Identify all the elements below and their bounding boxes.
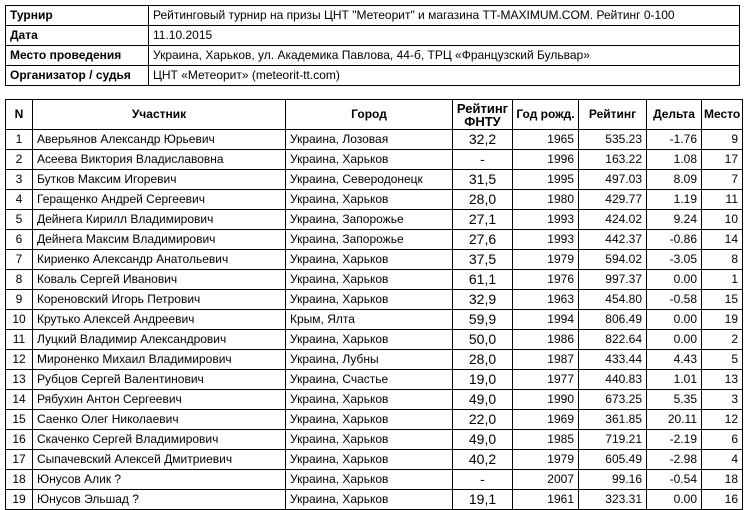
cell-delta: -2.19 [647,430,702,450]
cell-participant: Саенко Олег Николаевич [33,410,286,430]
info-row [6,46,740,66]
cell-rating: 605.49 [579,450,647,470]
cell-city: Украина, Харьков [286,190,453,210]
cell-city: Украина, Северодонецк [286,170,453,190]
cell-rating: 163.22 [579,150,647,170]
col-header-fntu-rating [453,100,513,130]
table-row [6,150,743,170]
cell-delta: -0.86 [647,230,702,250]
col-header-n: N [6,100,33,130]
cell-place: 18 [702,470,743,490]
table-row [6,390,743,410]
cell-birth-year: 1965 [513,130,579,150]
table-row [6,130,743,150]
cell-birth-year: 1979 [513,450,579,470]
cell-delta: 1.08 [647,150,702,170]
table-row [6,310,743,330]
cell-birth-year: 1985 [513,430,579,450]
cell-birth-year: 1963 [513,290,579,310]
cell-rating: 594.02 [579,250,647,270]
cell-fntu-rating: 59,9 [453,310,513,330]
col-header-birth-year: Год рожд. [513,100,579,130]
table-row [6,430,743,450]
cell-fntu-rating: 61,1 [453,270,513,290]
cell-participant: Рубцов Сергей Валентинович [33,370,286,390]
cell-place: 10 [702,210,743,230]
cell-participant: Крутько Алексей Андреевич [33,310,286,330]
cell-participant: Юнусов Алик ? [33,470,286,490]
table-row [6,170,743,190]
table-row [6,230,743,250]
cell-delta: 0.00 [647,490,702,510]
cell-fntu-rating: - [453,470,513,490]
cell-n: 10 [6,310,33,330]
cell-rating: 99.16 [579,470,647,490]
fntu-header-text: Рейтинг ФНТУ [456,100,509,129]
info-row [6,6,740,26]
cell-participant: Сыпачевский Алексей Дмитриевич [33,450,286,470]
info-label: Дата [6,26,149,46]
cell-rating: 719.21 [579,430,647,450]
cell-city: Украина, Лозовая [286,130,453,150]
cell-delta: 0.00 [647,270,702,290]
info-value: Рейтинговый турнир на призы ЦНТ "Метеорит" и магазина TT-MAXIMUM.COM. Рейтинг 0-100 [149,6,740,26]
cell-fntu-rating: 28,0 [453,190,513,210]
cell-fntu-rating: 49,0 [453,390,513,410]
info-row [6,26,740,46]
header-row [6,100,743,130]
cell-participant: Коваль Сергей Иванович [33,270,286,290]
cell-city: Украина, Лубны [286,350,453,370]
cell-city: Украина, Харьков [286,270,453,290]
cell-place: 5 [702,350,743,370]
cell-rating: 361.85 [579,410,647,430]
cell-place: 14 [702,230,743,250]
cell-n: 1 [6,130,33,150]
cell-fntu-rating: 49,0 [453,430,513,450]
cell-rating: 822.64 [579,330,647,350]
cell-rating: 424.02 [579,210,647,230]
cell-fntu-rating: 27,1 [453,210,513,230]
cell-place: 7 [702,170,743,190]
cell-city: Украина, Харьков [286,430,453,450]
results-table [5,99,743,510]
cell-birth-year: 1969 [513,410,579,430]
cell-place: 19 [702,310,743,330]
cell-n: 2 [6,150,33,170]
cell-birth-year: 1996 [513,150,579,170]
table-row [6,410,743,430]
info-value: ЦНТ «Метеорит» (meteorit-tt.com) [149,66,740,86]
cell-n: 8 [6,270,33,290]
cell-city: Крым, Ялта [286,310,453,330]
cell-rating: 497.03 [579,170,647,190]
cell-birth-year: 2007 [513,470,579,490]
table-row [6,450,743,470]
cell-city: Украина, Харьков [286,390,453,410]
cell-birth-year: 1993 [513,210,579,230]
cell-place: 9 [702,130,743,150]
table-row [6,370,743,390]
cell-fntu-rating: - [453,150,513,170]
cell-city: Украина, Счастье [286,370,453,390]
cell-participant: Дейнега Максим Владимирович [33,230,286,250]
cell-birth-year: 1990 [513,390,579,410]
cell-city: Украина, Харьков [286,450,453,470]
cell-n: 18 [6,470,33,490]
cell-delta: -2.98 [647,450,702,470]
col-header-city: Город [286,100,453,130]
cell-n: 3 [6,170,33,190]
cell-place: 16 [702,490,743,510]
cell-n: 16 [6,430,33,450]
cell-n: 14 [6,390,33,410]
cell-rating: 673.25 [579,390,647,410]
cell-n: 11 [6,330,33,350]
cell-rating: 440.83 [579,370,647,390]
cell-participant: Скаченко Сергей Владимирович [33,430,286,450]
cell-delta: -0.58 [647,290,702,310]
cell-rating: 323.31 [579,490,647,510]
col-header-participant: Участник [33,100,286,130]
info-label: Место проведения [6,46,149,66]
info-value: Украина, Харьков, ул. Академика Павлова, 44-б, ТРЦ «Французский Бульвар» [149,46,740,66]
cell-n: 13 [6,370,33,390]
cell-rating: 535.23 [579,130,647,150]
table-row [6,270,743,290]
cell-rating: 429.77 [579,190,647,210]
cell-place: 17 [702,150,743,170]
cell-place: 6 [702,430,743,450]
cell-participant: Луцкий Владимир Александрович [33,330,286,350]
cell-rating: 806.49 [579,310,647,330]
cell-delta: 8.09 [647,170,702,190]
tournament-info-body [6,6,740,86]
table-row [6,210,743,230]
cell-rating: 454.80 [579,290,647,310]
cell-n: 4 [6,190,33,210]
cell-fntu-rating: 40,2 [453,450,513,470]
cell-fntu-rating: 32,2 [453,130,513,150]
cell-place: 11 [702,190,743,210]
cell-place: 12 [702,410,743,430]
table-row [6,250,743,270]
cell-birth-year: 1979 [513,250,579,270]
cell-birth-year: 1987 [513,350,579,370]
table-row [6,490,743,510]
cell-fntu-rating: 37,5 [453,250,513,270]
cell-delta: 4.43 [647,350,702,370]
cell-delta: 1.01 [647,370,702,390]
cell-delta: 5.35 [647,390,702,410]
cell-birth-year: 1995 [513,170,579,190]
cell-n: 15 [6,410,33,430]
cell-participant: Юнусов Эльшад ? [33,490,286,510]
info-row [6,66,740,86]
cell-participant: Рябухин Антон Сергеевич [33,390,286,410]
tournament-info-table [5,5,740,86]
table-row [6,190,743,210]
cell-participant: Геращенко Андрей Сергеевич [33,190,286,210]
cell-fntu-rating: 28,0 [453,350,513,370]
cell-participant: Дейнега Кирилл Владимирович [33,210,286,230]
cell-participant: Кириенко Александр Анатольевич [33,250,286,270]
col-header-rating: Рейтинг [579,100,647,130]
cell-place: 13 [702,370,743,390]
cell-participant: Кореновский Игорь Петрович [33,290,286,310]
cell-rating: 442.37 [579,230,647,250]
cell-place: 15 [702,290,743,310]
cell-city: Украина, Харьков [286,470,453,490]
cell-place: 4 [702,450,743,470]
cell-birth-year: 1980 [513,190,579,210]
table-row [6,330,743,350]
cell-city: Украина, Харьков [286,250,453,270]
cell-delta: 9.24 [647,210,702,230]
cell-birth-year: 1976 [513,270,579,290]
cell-city: Украина, Харьков [286,330,453,350]
table-row [6,470,743,490]
cell-delta: 0.00 [647,330,702,350]
col-header-delta: Дельта [647,100,702,130]
cell-participant: Асеева Виктория Владиславовна [33,150,286,170]
results-body [6,130,743,510]
cell-participant: Мироненко Михаил Владимирович [33,350,286,370]
cell-participant: Бутков Максим Игоревич [33,170,286,190]
info-label: Организатор / судья [6,66,149,86]
cell-city: Украина, Запорожье [286,210,453,230]
cell-delta: 1.19 [647,190,702,210]
cell-fntu-rating: 31,5 [453,170,513,190]
cell-fntu-rating: 32,9 [453,290,513,310]
cell-delta: -1.76 [647,130,702,150]
cell-place: 1 [702,270,743,290]
cell-rating: 997.37 [579,270,647,290]
cell-fntu-rating: 50,0 [453,330,513,350]
cell-birth-year: 1986 [513,330,579,350]
cell-city: Украина, Запорожье [286,230,453,250]
cell-birth-year: 1977 [513,370,579,390]
cell-city: Украина, Харьков [286,290,453,310]
cell-birth-year: 1961 [513,490,579,510]
cell-fntu-rating: 22,0 [453,410,513,430]
cell-n: 19 [6,490,33,510]
cell-rating: 433.44 [579,350,647,370]
cell-fntu-rating: 19,0 [453,370,513,390]
cell-fntu-rating: 27,6 [453,230,513,250]
cell-city: Украина, Харьков [286,150,453,170]
cell-n: 5 [6,210,33,230]
cell-place: 8 [702,250,743,270]
cell-delta: 20.11 [647,410,702,430]
cell-delta: -0.54 [647,470,702,490]
cell-n: 17 [6,450,33,470]
table-row [6,350,743,370]
cell-birth-year: 1994 [513,310,579,330]
cell-delta: 0.00 [647,310,702,330]
cell-city: Украина, Харьков [286,490,453,510]
cell-n: 12 [6,350,33,370]
cell-place: 2 [702,330,743,350]
cell-birth-year: 1993 [513,230,579,250]
table-row [6,290,743,310]
cell-city: Украина, Харьков [286,410,453,430]
cell-n: 7 [6,250,33,270]
cell-place: 3 [702,390,743,410]
col-header-place: Место [702,100,743,130]
info-label: Турнир [6,6,149,26]
cell-delta: -3.05 [647,250,702,270]
info-value: 11.10.2015 [149,26,740,46]
cell-participant: Аверьянов Александр Юрьевич [33,130,286,150]
cell-n: 6 [6,230,33,250]
cell-fntu-rating: 19,1 [453,490,513,510]
cell-n: 9 [6,290,33,310]
